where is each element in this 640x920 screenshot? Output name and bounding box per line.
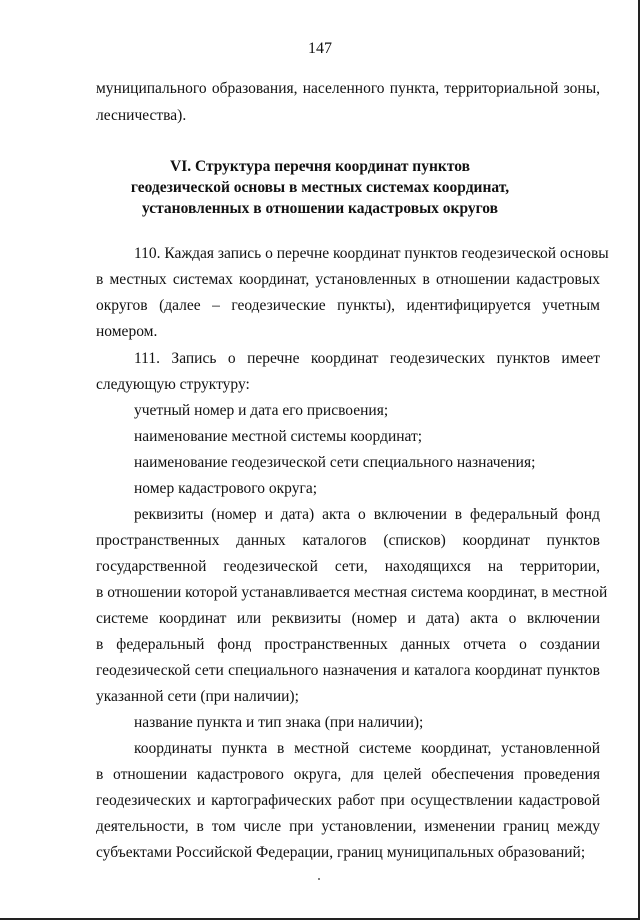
page-number: 147 — [308, 40, 332, 57]
intro-line-2: лесничества). — [96, 107, 187, 124]
para-110-line-2: в местных системах координат, установленных в отношении кадастровых — [96, 271, 600, 288]
list-item-5-line-5: системе координат или реквизиты (номер и дата) акта о включении — [96, 610, 600, 627]
list-item-5-line-1: реквизиты (номер и дата) акта о включении в федеральный фонд — [134, 506, 600, 523]
section-heading-line-3: установленных в отношении кадастровых округов — [141, 200, 499, 217]
section-heading-line-1: VI. Структура перечня координат пунктов — [170, 158, 470, 175]
list-item-7-line-5: субъектами Российской Федерации, границ муниципальных образований; — [96, 844, 586, 861]
list-item-5-line-2: пространственных данных каталогов (списков) координат пунктов — [96, 532, 600, 549]
scan-speck — [318, 878, 320, 880]
list-item-5-line-7: геодезической сети специального назначения и каталога координат пунктов — [96, 662, 600, 679]
list-item-6: название пункта и тип знака (при наличии); — [134, 714, 424, 731]
list-item-3: наименование геодезической сети специального назначения; — [134, 454, 536, 471]
list-item-5-line-4: в отношении которой устанавливается местная система координат, в местной — [96, 584, 608, 601]
para-111-line-2: следующую структуру: — [96, 376, 250, 393]
list-item-5-line-8: указанной сети (при наличии); — [96, 688, 299, 705]
list-item-7-line-1: координаты пункта в местной системе координат, установленной — [134, 740, 600, 757]
intro-line-1: муниципального образования, населенного пункта, территориальной зоны, — [96, 80, 600, 97]
list-item-7-line-4: деятельности, в том числе при установлении, изменении границ между — [96, 818, 600, 835]
list-item-4: номер кадастрового округа; — [134, 480, 318, 497]
para-110-line-3: округов (далее – геодезические пункты), идентифицируется учетным — [96, 297, 600, 314]
list-item-1: учетный номер и дата его присвоения; — [134, 402, 389, 419]
para-110-line-1: 110. Каждая запись о перечне координат пунктов геодезической основы — [134, 245, 609, 262]
list-item-7-line-3: геодезических и картографических работ при осуществлении кадастровой — [96, 792, 600, 809]
section-heading-line-2: геодезической основы в местных системах координат, — [130, 179, 510, 196]
list-item-2: наименование местной системы координат; — [134, 428, 423, 445]
para-110-line-4: номером. — [96, 323, 158, 340]
list-item-7-line-2: в отношении кадастрового округа, для целей обеспечения проведения — [96, 766, 600, 783]
para-111-line-1: 111. Запись о перечне координат геодезических пунктов имеет — [134, 350, 600, 367]
list-item-5-line-6: в федеральный фонд пространственных данных отчета о создании — [96, 636, 600, 653]
list-item-5-line-3: государственной геодезической сети, находящихся на территории, — [96, 558, 600, 575]
